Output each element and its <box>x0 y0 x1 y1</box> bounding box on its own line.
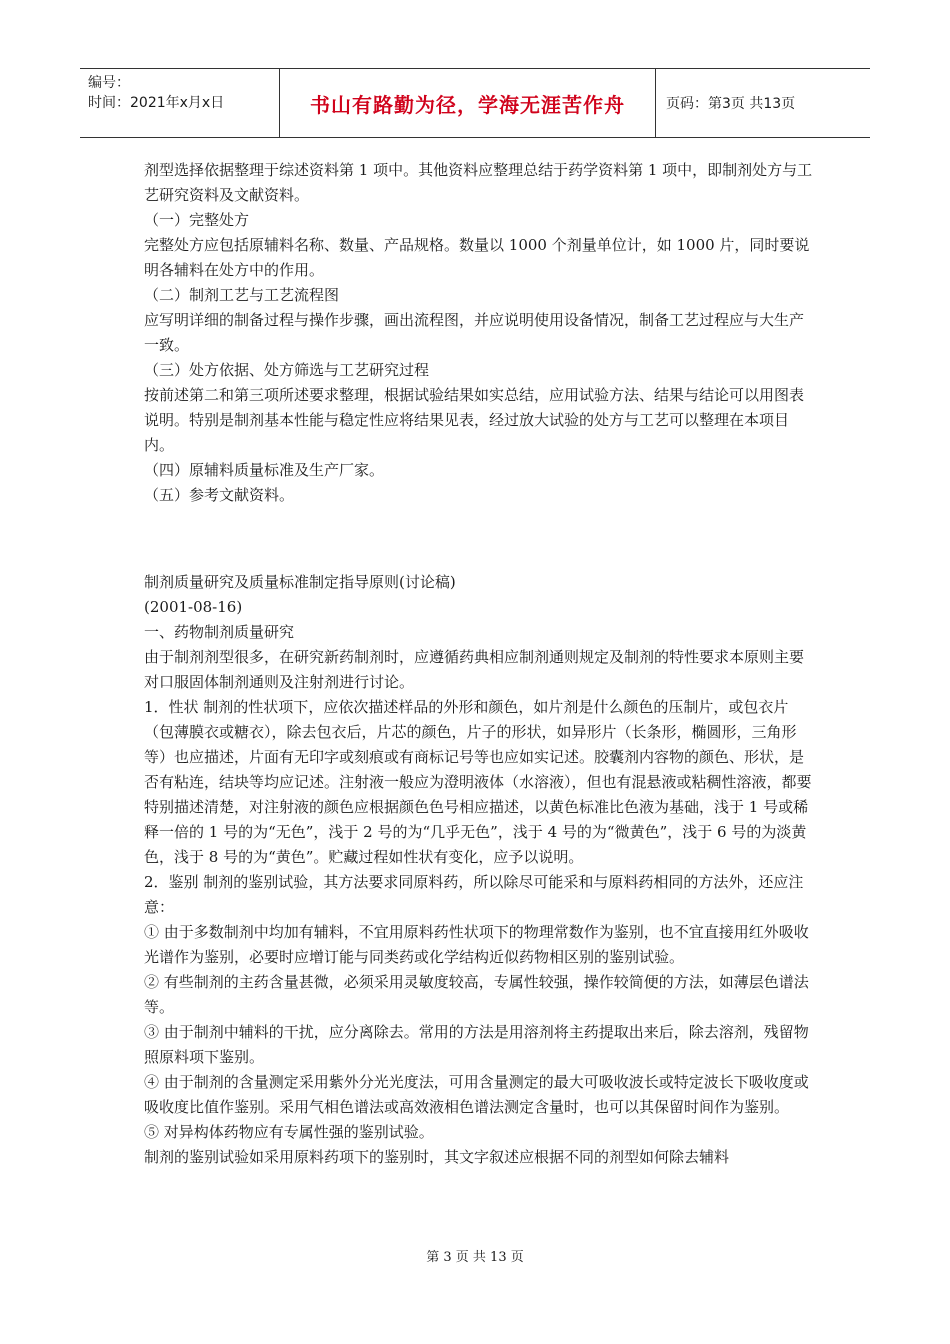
paragraph: ① 由于多数制剂中均加有辅料，不宜用原料药性状项下的物理常数作为鉴别，也不宜直接用红外吸收光谱作为鉴别，必要时应增订能与同类药或化学结构近似药物相区别的鉴别试验。 <box>144 923 809 966</box>
paragraph: 一、药物制剂质量研究 <box>144 623 295 641</box>
document-body <box>144 158 814 1170</box>
paragraph: 剂型选择依据整理于综述资料第 1 项中。其他资料应整理总结于药学资料第 1 项中，即制剂处方与工艺研究资料及文献资料。 <box>144 161 813 204</box>
paragraph: 按前述第二和第三项所述要求整理，根据试验结果如实总结，应用试验方法、结果与结论可以用图表说明。特别是制剂基本性能与稳定性应将结果见表，经过放大试验的处方与工艺可以整理在本项目内。 <box>144 386 805 454</box>
number-label: 编号： <box>88 75 130 91</box>
paragraph: 由于制剂剂型很多，在研究新药制剂时，应遵循药典相应制剂通则规定及制剂的特性要求本原则主要对口服固体制剂通则及注射剂进行讨论。 <box>144 648 805 691</box>
paragraph: （一）完整处方 <box>144 211 250 229</box>
paragraph: ⑤ 对异构体药物应有专属性强的鉴别试验。 <box>144 1123 434 1141</box>
header-page-info: 页码：第3页 共13页 <box>666 96 796 112</box>
paragraph: （三）处方依据、处方筛选与工艺研究过程 <box>144 361 430 379</box>
paragraph: 2．鉴别 制剂的鉴别试验，其方法要求同原料药，所以除尽可能采和与原料药相同的方法外，还应注意： <box>144 873 804 916</box>
spacer <box>144 508 814 570</box>
page-header <box>80 68 870 138</box>
page-footer: 第 3 页 共 13 页 <box>426 1250 524 1265</box>
paragraph: 应写明详细的制备过程与操作步骤，画出流程图，并应说明使用设备情况，制备工艺过程应与大生产一致。 <box>144 311 805 354</box>
section-1 <box>144 158 814 508</box>
header-meta <box>80 69 280 137</box>
paragraph: ③ 由于制剂中辅料的干扰，应分离除去。常用的方法是用溶剂将主药提取出来后，除去溶剂，残留物照原料项下鉴别。 <box>144 1023 809 1066</box>
date-label: 时间：2021年x月x日 <box>88 95 225 111</box>
paragraph: 完整处方应包括原辅料名称、数量、产品规格。数量以 1000 个剂量单位计，如 1000 片，同时要说明各辅料在处方中的作用。 <box>144 236 810 279</box>
paragraph: （二）制剂工艺与工艺流程图 <box>144 286 340 304</box>
section-date: (2001-08-16) <box>144 598 243 616</box>
paragraph: ② 有些制剂的主药含量甚微，必须采用灵敏度较高，专属性较强，操作较简便的方法，如薄层色谱法等。 <box>144 973 809 1016</box>
paragraph: （四）原辅料质量标准及生产厂家。 <box>144 461 385 479</box>
paragraph: （五）参考文献资料。 <box>144 486 295 504</box>
section-title: 制剂质量研究及质量标准制定指导原则(讨论稿) <box>144 573 456 591</box>
paragraph: 制剂的鉴别试验如采用原料药项下的鉴别时，其文字叙述应根据不同的剂型如何除去辅料 <box>144 1148 730 1166</box>
header-motto: 书山有路勤为径，学海无涯苦作舟 <box>280 69 656 137</box>
section-2 <box>144 570 814 1170</box>
paragraph: ④ 由于制剂的含量测定采用紫外分光光度法，可用含量测定的最大可吸收波长或特定波长下吸收度或吸收度比值作鉴别。采用气相色谱法或高效液相色谱法测定含量时，也可以其保留时间作为鉴别。 <box>144 1073 809 1116</box>
paragraph: 1．性状 制剂的性状项下，应依次描述样品的外形和颜色，如片剂是什么颜色的压制片，或包衣片（包薄膜衣或糖衣），除去包衣后，片芯的颜色，片子的形状，如异形片（长条形，椭圆形，三角形等）也应描述，片面有无印字或刻痕或有商标记号等也应如实记述。胶囊剂内容物的颜色、形状，是否有粘连，结块等均应记述。注射液一般应为澄明液体（水溶液），但也有混悬液或粘稠性溶液，都要特别描述清楚，对注射液的颜色应根据颜色色号相应描述，以黄色标准比色液为基础，浅于 1 号或稀释一倍的 1 号的为“无色”，浅于 2 号的为“几乎无色”，浅于 4 号的为“微黄色”，浅于 6 号的为淡黄色，浅于 8 号的为“黄色”。贮藏过程如性状有变化，应予以说明。 <box>144 698 812 866</box>
